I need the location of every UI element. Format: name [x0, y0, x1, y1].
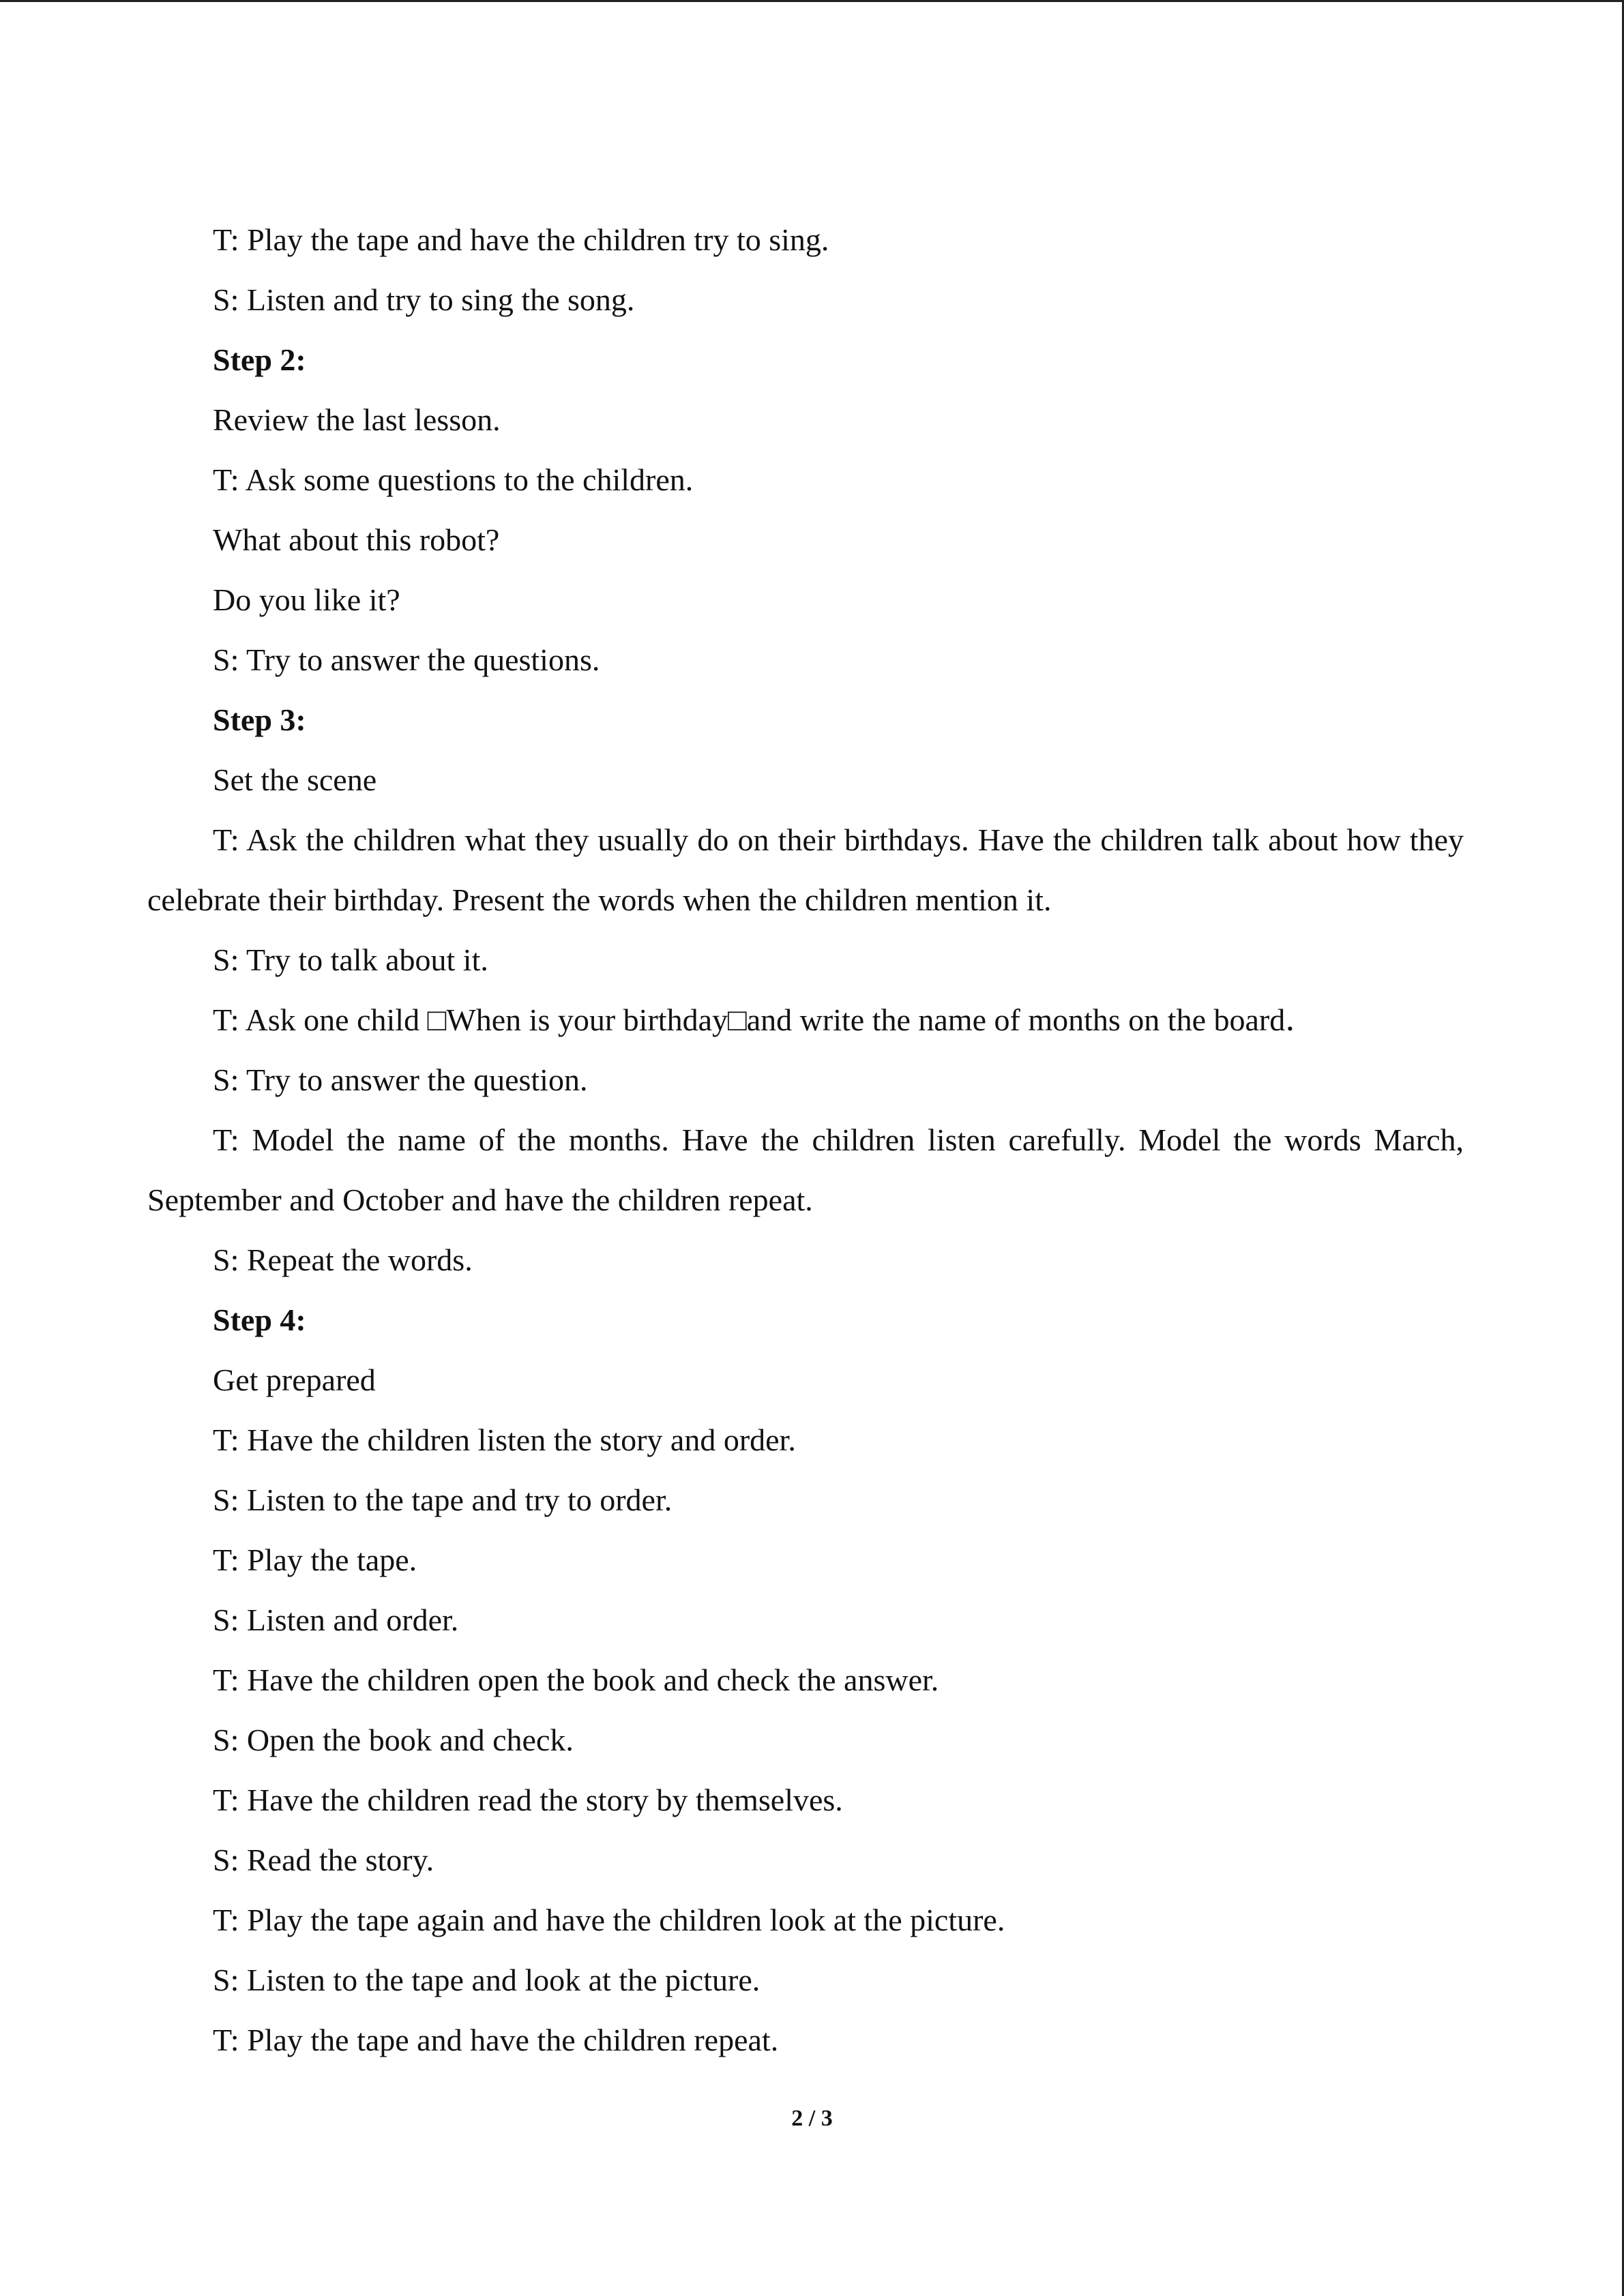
text-line: T: Have the children read the story by themselves. [213, 1783, 843, 1817]
step-heading: Step 4: [213, 1302, 306, 1337]
text-line: T: Play the tape. [213, 1542, 417, 1577]
text-line: Get prepared [213, 1362, 376, 1397]
text-line: S: Listen and try to sing the song. [213, 282, 635, 317]
text-line: Review the last lesson. [213, 402, 501, 437]
text-line: T: Ask some questions to the children. [213, 462, 694, 497]
text-line: Do you like it? [213, 582, 400, 617]
page-top-border [0, 0, 1624, 2]
step-heading: Step 2: [213, 342, 306, 377]
text-line: S: Listen and order. [213, 1602, 459, 1637]
text-line: What about this robot? [213, 522, 500, 557]
text-line: S: Open the book and check. [213, 1723, 574, 1757]
document-body [147, 210, 1464, 2070]
text-line: T: Have the children open the book and check the answer. [213, 1663, 939, 1697]
text-line: S: Try to answer the questions. [213, 642, 600, 677]
text-line: S: Listen to the tape and try to order. [213, 1482, 673, 1517]
text-paragraph: T: Model the name of the months. Have the children listen carefully. Model the words March, September and October and have the children repeat. [147, 1122, 1464, 1217]
text-paragraph: T: Ask the children what they usually do on their birthdays. Have the children talk about how they celebrate their birthday. Present the words when the children mention it. [147, 822, 1464, 917]
text-line: Set the scene [213, 762, 377, 797]
text-line: T: Play the tape again and have the children look at the picture. [213, 1903, 1005, 1937]
text-line: S: Read the story. [213, 1843, 434, 1877]
page-number: 2 / 3 [791, 2106, 833, 2131]
text-line: S: Try to answer the question. [213, 1062, 588, 1097]
text-line: T: Play the tape and have the children repeat. [213, 2023, 779, 2057]
text-line: T: Have the children listen the story and order. [213, 1422, 796, 1457]
step-heading: Step 3: [213, 702, 306, 737]
text-line: T: Ask one child □When is your birthday□and write the name of months on the board． [213, 1002, 1317, 1037]
text-line: S: Listen to the tape and look at the picture. [213, 1963, 761, 1997]
text-line: S: Try to talk about it. [213, 942, 488, 977]
text-line: S: Repeat the words. [213, 1242, 473, 1277]
text-line: T: Play the tape and have the children try to sing. [213, 222, 829, 257]
